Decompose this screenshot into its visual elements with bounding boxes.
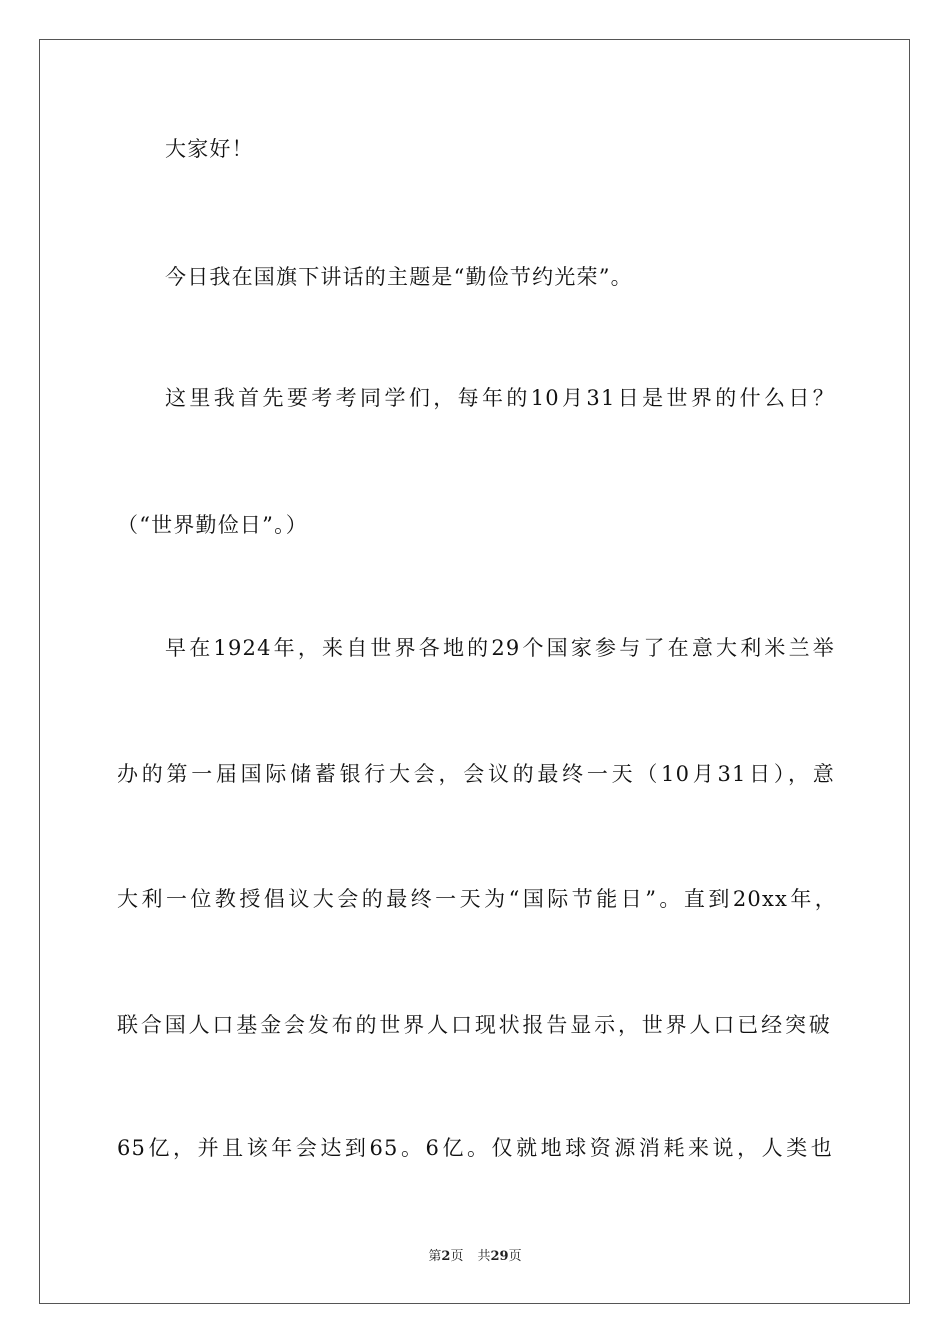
paragraph-history-line-4: 联合国人口基金会发布的世界人口现状报告显示，世界人口已经突破	[117, 1013, 831, 1037]
page-number: 2	[441, 1249, 451, 1264]
page-number-prefix: 第	[428, 1249, 442, 1264]
page-footer	[0, 1248, 950, 1266]
paragraph-topic: 今日我在国旗下讲话的主题是“勤俭节约光荣”。	[165, 265, 633, 289]
paragraph-history-line-2: 办的第一届国际储蓄银行大会，会议的最终一天（10月31日），意	[117, 762, 835, 786]
total-pages-suffix: 页	[508, 1249, 522, 1264]
paragraph-history-line-1: 早在1924年，来自世界各地的29个国家参与了在意大利米兰举	[165, 636, 835, 660]
paragraph-question-line-1: 这里我首先要考考同学们，每年的10月31日是世界的什么日？	[165, 386, 835, 410]
paragraph-greeting: 大家好！	[165, 137, 254, 161]
page-number-suffix: 页	[450, 1249, 464, 1264]
paragraph-history-line-5: 65亿，并且该年会达到65。6亿。仅就地球资源消耗来说，人类也	[117, 1136, 833, 1160]
page-border	[39, 39, 910, 1304]
paragraph-history-line-3: 大利一位教授倡议大会的最终一天为“国际节能日”。直到20xx年，	[117, 887, 837, 911]
total-pages-prefix: 共	[477, 1249, 491, 1264]
paragraph-question-line-2: （“世界勤俭日”。）	[117, 513, 308, 537]
total-pages: 29	[490, 1249, 509, 1264]
